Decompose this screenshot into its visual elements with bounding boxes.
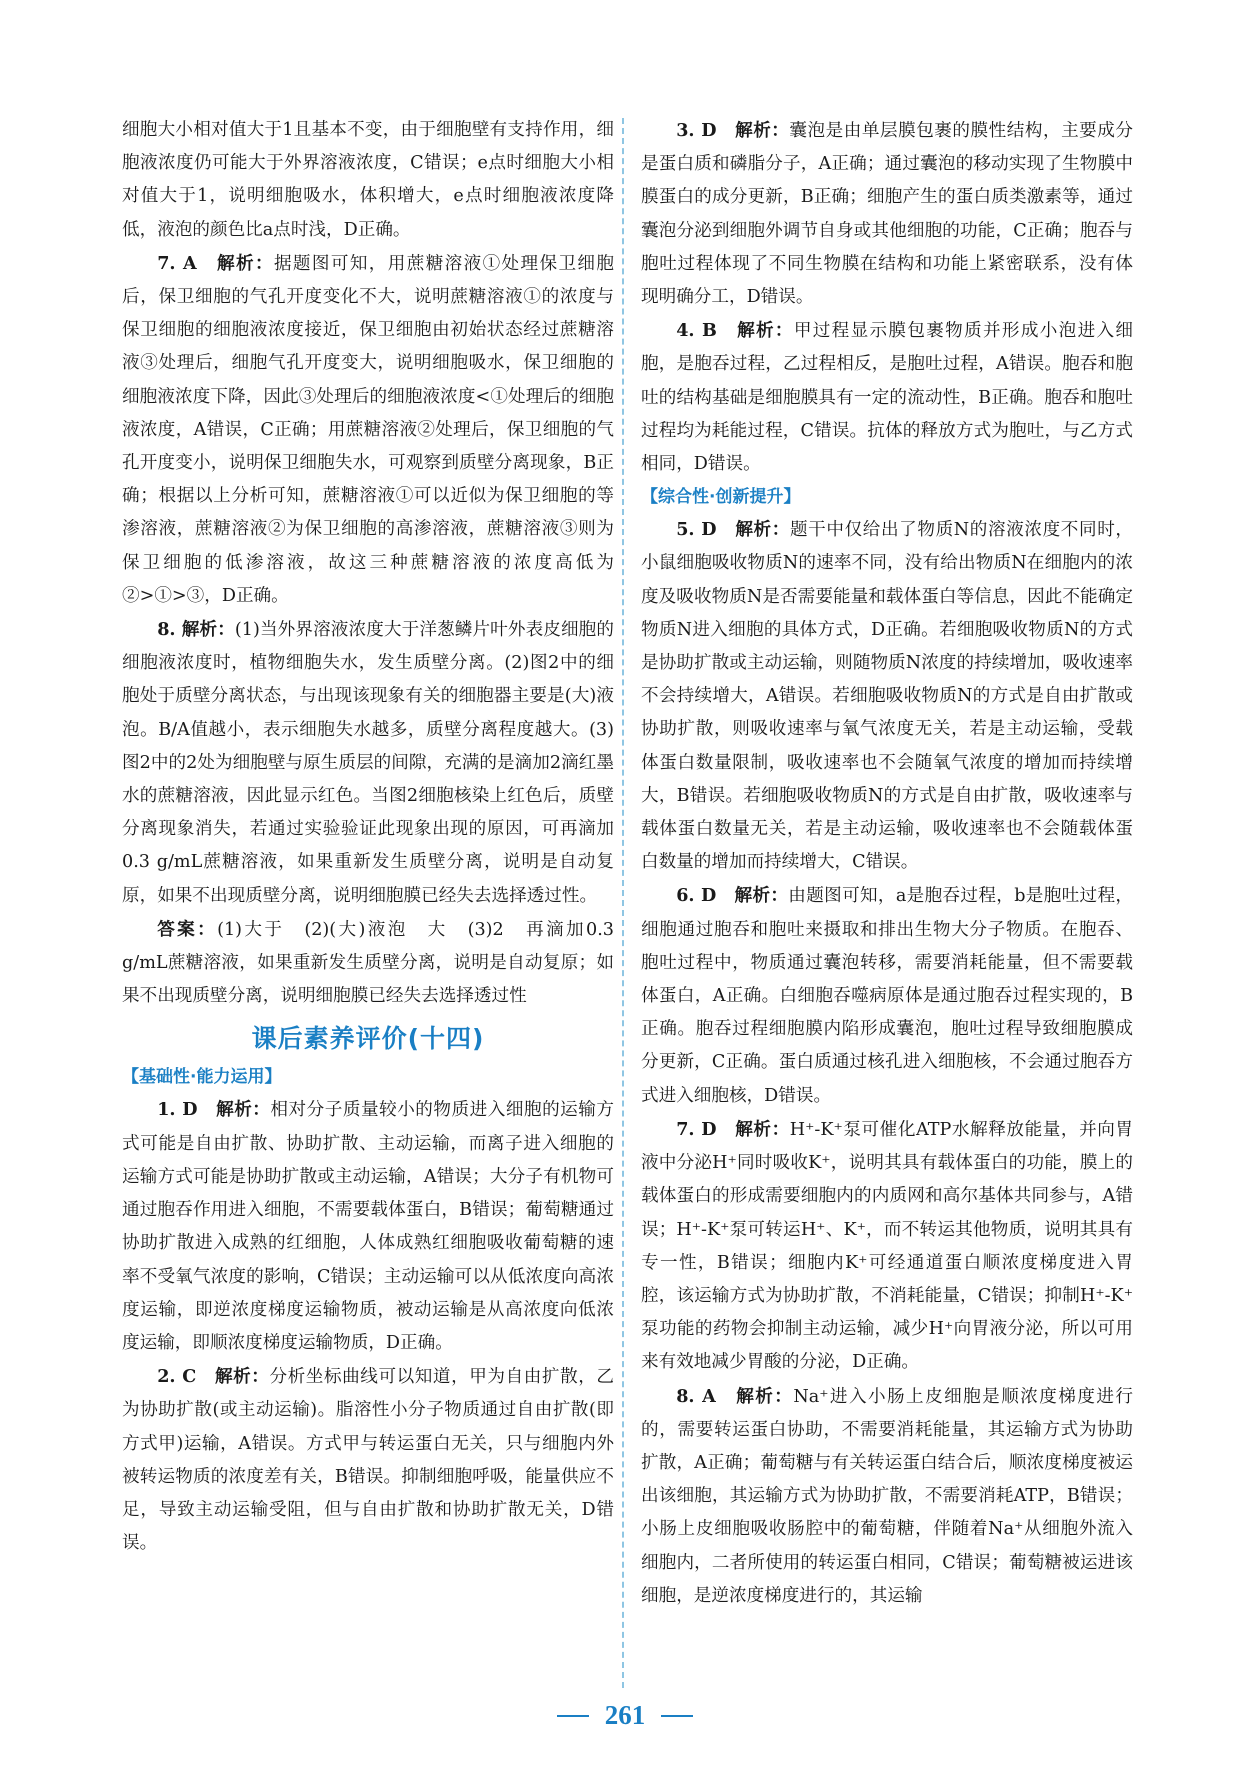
question-1-head: 1. D 解析：: [157, 1099, 271, 1121]
answer-head: 答案：: [157, 918, 218, 940]
question-8-right-head: 8. A 解析：: [676, 1385, 794, 1407]
question-5-head: 5. D 解析：: [676, 519, 790, 541]
section-tag-comprehensive: 【综合性·创新提升】: [641, 487, 801, 508]
page-footer: [0, 1700, 1250, 1731]
page-number: 261: [604, 1700, 646, 1730]
column-divider: [622, 118, 624, 1688]
question-8-right-body: Na⁺进入小肠上皮细胞是顺浓度梯度进行的，需要转运蛋白协助，不需要消耗能量，其运输方式为协助扩散，A正确；葡萄糖与有关转运蛋白结合后，顺浓度梯度被运出该细胞，其运输方式为协助扩散，不需要消耗ATP，B错误；小肠上皮细胞吸收肠腔中的葡萄糖，伴随着Na⁺从细胞外流入细胞内，二者所使用的转运蛋白相同，C错误；葡萄糖被运进该细胞，是逆浓度梯度进行的，其运输: [641, 1386, 1133, 1606]
section-title: 课后素养评价(十四): [251, 1024, 485, 1054]
question-1-body: 相对分子质量较小的物质进入细胞的运输方式可能是自由扩散、协助扩散、主动运输，而离子进入细胞的运输方式可能是协助扩散或主动运输，A错误；大分子有机物可通过胞吞作用进入细胞，不需要载体蛋白，B错误；葡萄糖通过协助扩散进入成熟的红细胞，人体成熟红细胞吸收葡萄糖的速率不受氧气浓度的影响，C错误；主动运输可以从低浓度向高浓度运输，即逆浓度梯度运输物质，被动运输是从高浓度向低浓度运输，即顺浓度梯度运输物质，D正确。: [122, 1100, 614, 1353]
paragraph-continued: 细胞大小相对值大于1且基本不变，由于细胞壁有支持作用，细胞液浓度仍可能大于外界溶液浓度，C错误；e点时细胞大小相对值大于1，说明细胞吸水，体积增大，e点时细胞液浓度降低，液泡的颜色比a点时浅，D正确。: [122, 120, 614, 240]
question-7-head: 7. A 解析：: [157, 252, 274, 274]
footer-dash-right: [661, 1715, 693, 1717]
question-7: [122, 247, 614, 613]
right-column: [641, 114, 1133, 1613]
question-3-body: 囊泡是由单层膜包裹的膜性结构，主要成分是蛋白质和磷脂分子，A正确；通过囊泡的移动实现了生物膜中膜蛋白的成分更新，B正确；细胞产生的蛋白质类激素等，通过囊泡分泌到细胞外调节自身或其他细胞的功能，C正确；胞吞与胞吐过程体现了不同生物膜在结构和功能上紧密联系，没有体现明确分工，D错误。: [641, 121, 1133, 308]
section-tag-basic: 【基础性·能力运用】: [122, 1067, 282, 1088]
question-7-body: 据题图可知，用蔗糖溶液①处理保卫细胞后，保卫细胞的气孔开度变化不大，说明蔗糖溶液①的浓度与保卫细胞的细胞液浓度接近，保卫细胞由初始状态经过蔗糖溶液③处理后，细胞气孔开度变大，说明细胞吸水，保卫细胞的细胞液浓度下降，因此③处理后的细胞液浓度<①处理后的细胞液浓度，A错误，C正确；用蔗糖溶液②处理后，保卫细胞的气孔开度变小，说明保卫细胞失水，可观察到质壁分离现象，B正确；根据以上分析可知，蔗糖溶液①可以近似为保卫细胞的等渗溶液，蔗糖溶液②为保卫细胞的高渗溶液，蔗糖溶液③则为保卫细胞的低渗溶液，故这三种蔗糖溶液的浓度高低为②>①>③，D正确。: [122, 253, 614, 606]
question-8-body: (1)当外界溶液浓度大于洋葱鳞片叶外表皮细胞的细胞液浓度时，植物细胞失水，发生质壁分离。(2)图2中的细胞处于质壁分离状态，与出现该现象有关的细胞器主要是(大)液泡。B/A值越小，表示细胞失水越多，质壁分离程度越大。(3)图2中的2处为细胞壁与原生质层的间隙，充满的是滴加2滴红墨水的蔗糖溶液，因此显示红色。当图2细胞核染上红色后，质壁分离现象消失，若通过实验验证此现象出现的原因，可再滴加0.3 g/mL蔗糖溶液，如果重新发生质壁分离，说明是自动复原，如果不出现质壁分离，说明细胞膜已经失去选择透过性。: [122, 620, 614, 906]
question-3-head: 3. D 解析：: [676, 120, 790, 141]
question-5: [641, 513, 1133, 879]
question-4: [641, 314, 1133, 481]
question-7-right: [641, 1113, 1133, 1380]
question-8-head: 8. 解析：: [157, 619, 235, 641]
question-5-body: 题干中仅给出了物质N的溶液浓度不同时，小鼠细胞吸收物质N的速率不同，没有给出物质N在细胞内的浓度及吸收物质N是否需要能量和载体蛋白等信息，因此不能确定物质N进入细胞的具体方式，D正确。若细胞吸收物质N的方式是协助扩散或主动运输，则随物质N浓度的持续增加，吸收速率不会持续增大，A错误。若细胞吸收物质N的方式是自由扩散或协助扩散，则吸收速率与氧气浓度无关，若是主动运输，受载体蛋白数量限制，吸收速率也不会随氧气浓度的增加而持续增大，B错误。若细胞吸收物质N的方式是自由扩散，吸收速率与载体蛋白数量无关，若是主动运输，吸收速率也不会随载体蛋白数量的增加而持续增大，C错误。: [641, 520, 1133, 873]
question-6-head: 6. D 解析：: [676, 885, 789, 907]
footer-dash-left: [557, 1715, 589, 1717]
question-8: [122, 613, 614, 913]
answer: [122, 913, 614, 1014]
question-2: [122, 1360, 614, 1560]
question-6: [641, 879, 1133, 1112]
question-2-body: 分析坐标曲线可以知道，甲为自由扩散，乙为协助扩散(或主动运输)。脂溶性小分子物质通过自由扩散(即方式甲)运输，A错误。方式甲与转运蛋白无关，只与细胞内外被转运物质的浓度差有关，B错误。抑制细胞呼吸，能量供应不足，导致主动运输受阻，但与自由扩散和协助扩散无关，D错误。: [122, 1367, 614, 1554]
question-8-right: [641, 1380, 1133, 1613]
question-1: [122, 1093, 614, 1360]
question-7-right-body: H⁺-K⁺泵可催化ATP水解释放能量，并向胃液中分泌H⁺同时吸收K⁺，说明其具有载体蛋白的功能，膜上的载体蛋白的形成需要细胞内的内质网和高尔基体共同参与，A错误；H⁺-K⁺泵可转运H⁺、K⁺，而不转运其他物质，说明其具有专一性，B错误；细胞内K⁺可经通道蛋白顺浓度梯度进入胃腔，该运输方式为协助扩散，不消耗能量，C错误；抑制H⁺-K⁺泵功能的药物会抑制主动运输，减少H⁺向胃液分泌，所以可用来有效地减少胃酸的分泌，D正确。: [641, 1119, 1134, 1373]
question-2-head: 2. C 解析：: [157, 1366, 270, 1388]
question-7-right-head: 7. D 解析：: [676, 1118, 790, 1140]
question-4-head: 4. B 解析：: [676, 320, 794, 342]
left-column: [122, 114, 614, 1560]
answer-body: (1)大于 (2)(大)液泡 大 (3)2 再滴加0.3 g/mL蔗糖溶液，如果重新发生质壁分离，说明是自动复原；如果不出现质壁分离，说明细胞膜已经失去选择透过性: [122, 919, 614, 1007]
question-3: [641, 114, 1133, 314]
question-6-body: 由题图可知，a是胞吞过程，b是胞吐过程，细胞通过胞吞和胞吐来摄取和排出生物大分子物质。在胞吞、胞吐过程中，物质通过囊泡转移，需要消耗能量，但不需要载体蛋白，A正确。白细胞吞噬病原体是通过胞吞过程实现的，B正确。胞吞过程细胞膜内陷形成囊泡，胞吐过程导致细胞膜成分更新，C正确。蛋白质通过核孔进入细胞核，不会通过胞吞方式进入细胞核，D错误。: [641, 886, 1133, 1106]
question-4-body: 甲过程显示膜包裹物质并形成小泡进入细胞，是胞吞过程，乙过程相反，是胞吐过程，A错误。胞吞和胞吐的结构基础是细胞膜具有一定的流动性，B正确。胞吞和胞吐过程均为耗能过程，C错误。抗体的释放方式为胞吐，与乙方式相同，D错误。: [641, 321, 1133, 475]
